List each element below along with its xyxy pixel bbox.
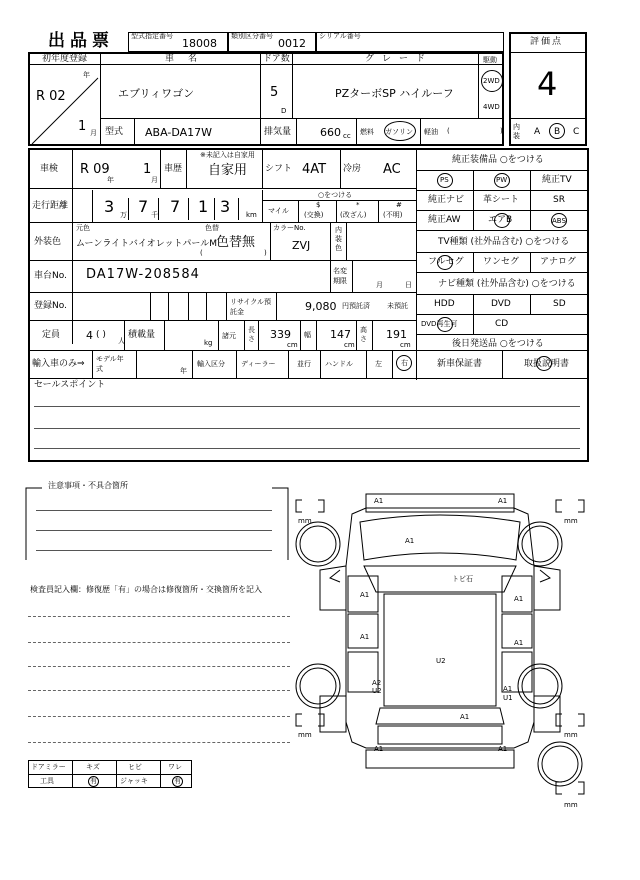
legend-tool: 工具 — [40, 777, 54, 785]
legend-jack-has: 有 — [174, 777, 181, 785]
mileage-digit-3: 7 — [170, 197, 181, 216]
first-reg-year-unit: 年 — [83, 71, 90, 79]
import-label: 輸入車のみ⇒ — [32, 359, 85, 369]
repaint-bracket-open: ( — [200, 249, 203, 257]
mileage-modified-text: (改ざん) — [340, 211, 367, 219]
nav-cd: CD — [495, 319, 509, 329]
handle-label: ハンドル — [325, 360, 353, 368]
tire-unit-rl: mm — [298, 731, 312, 739]
right-label: 右 — [401, 359, 408, 367]
history-label: 車歴 — [164, 164, 183, 174]
mileage-digit-5: 3 — [220, 197, 231, 216]
tire-unit-rr: mm — [564, 731, 578, 739]
mileage-unknown-symbol: # — [396, 201, 402, 209]
ac-value: AC — [383, 162, 401, 177]
model-year-unit: 年 — [180, 367, 187, 375]
mileage-sen-unit: 千 — [151, 211, 158, 219]
grade-value: PZターボSP ハイルーフ — [335, 87, 454, 100]
model-designation-value: 18008 — [182, 37, 217, 50]
length-cm-unit: cm — [287, 341, 298, 349]
legend-tool-has: 有 — [90, 777, 97, 785]
name-change-label: 名変期限 — [333, 267, 347, 285]
interior-grade-c: C — [573, 127, 580, 137]
model-name-value: エブリィワゴン — [118, 87, 195, 100]
page-title: 出品票 — [48, 31, 114, 51]
equip-ps: PS — [440, 176, 449, 184]
parallel-label: 並行 — [297, 360, 311, 368]
registration-label: 登録No. — [34, 301, 67, 311]
mark-roof: U2 — [436, 657, 446, 665]
nav-header: ナビ種類 (社外品含む) ○をつける — [438, 279, 576, 289]
legend-jack: ジャッキ — [120, 777, 148, 785]
mark-rear-door-r: A1 — [514, 639, 524, 647]
repaint-value: 色替無 — [216, 235, 256, 250]
recycle-label: リサイクル預託金 — [230, 298, 272, 316]
type-value: ABA-DA17W — [145, 126, 212, 139]
equip-aw: 純正AW — [428, 215, 461, 225]
height-cm-unit: cm — [400, 341, 411, 349]
repaint-bracket-close: ) — [264, 249, 267, 257]
dim-label: 諸元 — [222, 332, 236, 340]
mark-hood: A1 — [405, 537, 415, 545]
nav-sd: SD — [553, 299, 566, 309]
history-value: 自家用 — [208, 163, 248, 178]
recycle-unit: 円預託済 — [342, 302, 370, 310]
mark-windshield: トビ石 — [452, 575, 473, 583]
mileage-man-unit: 万 — [120, 211, 127, 219]
nav-hdd: HDD — [434, 299, 455, 309]
later-manual: 取扱説明書 — [524, 359, 570, 369]
mark-rear-bumper-l: A1 — [374, 745, 384, 753]
doors-value: 5 — [270, 85, 279, 100]
inspection-month: 1 — [143, 162, 152, 177]
equip-sr: SR — [553, 195, 565, 205]
drive-2wd: 2WD — [483, 77, 500, 85]
equip-abs: ABS — [552, 217, 566, 225]
first-reg-month: 1 — [78, 119, 87, 134]
light-oil-bracket-open: ( — [447, 127, 450, 135]
category-value: 0012 — [278, 37, 306, 50]
sales-point-label: セールスポイント — [34, 380, 106, 390]
first-reg-era: R 02 — [36, 89, 66, 104]
interior-label: 内装 — [513, 123, 520, 140]
tire-unit-fr: mm — [564, 517, 578, 525]
shift-value: 4AT — [302, 162, 327, 177]
ac-label: 冷房 — [343, 164, 362, 174]
inspection-value: R 09 — [80, 162, 110, 177]
original-color-value: ムーンライトバイオレットパールM — [76, 239, 217, 249]
equip-leather: 革シート — [483, 195, 520, 205]
tv-fullseg: フルセグ — [428, 257, 464, 267]
light-oil-bracket-close: ) — [500, 127, 503, 135]
mileage-unknown-text: (不明) — [383, 211, 403, 219]
score-value: 4 — [537, 65, 558, 103]
color-no-label: カラーNo. — [273, 224, 306, 232]
legend-scratch: キズ — [86, 763, 100, 771]
equip-pw: PW — [496, 176, 508, 184]
load-label: 積載量 — [128, 330, 156, 340]
import-type-label: 輸入区分 — [197, 360, 225, 368]
recycle-value: 9,080 — [305, 300, 337, 313]
type-label: 型式 — [105, 127, 124, 137]
shift-label: シフト — [265, 164, 293, 174]
mark-rear-bumper-r: A1 — [498, 745, 508, 753]
drive-4wd: 4WD — [483, 103, 500, 111]
inspection-label: 車検 — [40, 164, 59, 174]
grade-label: グレード — [365, 54, 434, 64]
chassis-value: DA17W-208584 — [86, 267, 200, 282]
mileage-exchange-symbol: $ — [316, 201, 321, 209]
length-value: 339 — [270, 328, 291, 341]
nav-dvd: DVD — [491, 299, 511, 309]
mileage-modified-symbol: * — [356, 201, 360, 209]
original-color-label: 元色 — [76, 224, 90, 232]
capacity-paren: ( ) — [96, 330, 106, 340]
interior-grade-b: B — [554, 127, 561, 137]
mileage-mark-label: ○をつける — [318, 191, 353, 199]
left-label: 左 — [375, 360, 382, 368]
legend-crack: ヒビ — [128, 763, 142, 771]
inspection-month-unit: 月 — [151, 176, 158, 184]
color-no-value: ZVJ — [292, 239, 311, 252]
mark-rear-quarter-l-b: U2 — [372, 687, 382, 695]
mark-rear-door-l: A1 — [360, 633, 370, 641]
equipment-header: 純正装備品 ○をつける — [452, 155, 544, 165]
doors-type: D — [281, 107, 287, 115]
interior-color-label: 内装色 — [335, 226, 342, 252]
width-label: 幅 — [304, 331, 311, 339]
recycle-unpaid: 未預託 — [387, 302, 408, 310]
legend-break: ワレ — [168, 763, 182, 771]
tv-analog: アナログ — [540, 257, 577, 267]
mark-front-bumper-r: A1 — [498, 497, 508, 505]
mileage-digit-2: 7 — [138, 197, 149, 216]
notes-label: 注意事項・不具合箇所 — [48, 481, 128, 490]
mark-rear-gate: A1 — [460, 713, 470, 721]
exterior-label: 外装色 — [34, 237, 62, 247]
serial-label: シリアル番号 — [319, 32, 361, 40]
displacement-label: 排気量 — [264, 127, 292, 137]
repaint-label: 色替 — [205, 224, 219, 232]
mark-front-door-r: A1 — [514, 595, 524, 603]
score-label: 評価点 — [530, 37, 564, 47]
capacity-value: 4 — [86, 329, 93, 342]
history-note: ※未記入は自家用 — [200, 151, 255, 159]
inspection-year-unit: 年 — [107, 176, 114, 184]
mark-rear-quarter-r-b: U1 — [503, 694, 513, 702]
height-label: 高さ — [360, 326, 367, 343]
model-designation-label: 型式指定番号 — [131, 32, 173, 40]
doors-label: ドア数 — [263, 54, 290, 64]
legend-mirror: ドアミラー — [31, 763, 66, 771]
tire-unit-fl: mm — [298, 517, 312, 525]
inspector-label: 検査員記入欄：修復歴「有」の場合は修復箇所・交換箇所を記入 — [30, 585, 262, 594]
mark-rear-quarter-r-a: A1 — [503, 685, 513, 693]
mileage-mile-label: マイル — [268, 207, 289, 215]
fuel-label: 燃料 — [360, 128, 374, 136]
capacity-label: 定員 — [42, 330, 61, 340]
equip-nav: 純正ナビ — [428, 195, 465, 205]
name-change-month-unit: 月 — [376, 281, 383, 289]
length-label: 長さ — [248, 326, 255, 343]
mileage-km-unit: km — [246, 211, 257, 219]
interior-grade-a: A — [534, 127, 541, 137]
mileage-label: 走行距離 — [32, 201, 69, 211]
mark-front-bumper-l: A1 — [374, 497, 384, 505]
equip-airbag: エアB — [488, 215, 513, 225]
drive-label: 駆動 — [483, 56, 497, 64]
model-name-label: 車名 — [165, 54, 212, 64]
width-value: 147 — [330, 328, 351, 341]
capacity-unit: 人 — [118, 337, 125, 345]
height-value: 191 — [386, 328, 407, 341]
first-reg-month-unit: 月 — [90, 129, 97, 137]
name-change-day-unit: 日 — [405, 281, 412, 289]
dealer-label: ディーラー — [241, 360, 276, 368]
mileage-exchange-text: (交換) — [304, 211, 324, 219]
displacement-unit: cc — [343, 132, 351, 140]
mileage-digit-4: 1 — [198, 197, 209, 216]
load-unit: kg — [204, 339, 213, 347]
equip-tv: 純正TV — [542, 175, 572, 185]
chassis-label: 車台No. — [34, 271, 67, 281]
mark-front-door-l: A1 — [360, 591, 370, 599]
displacement-value: 660 — [320, 126, 341, 139]
light-oil-label: 軽油 — [424, 128, 438, 136]
mark-rear-quarter-l-a: A2 — [372, 679, 382, 687]
nav-dvdplay: DVD再生可 — [421, 320, 458, 328]
width-cm-unit: cm — [344, 341, 355, 349]
model-year-label: モデル年式 — [96, 355, 124, 373]
tv-oneseg: ワンセグ — [483, 257, 520, 267]
tv-header: TV種類 (社外品含む) ○をつける — [438, 237, 570, 247]
later-warranty: 新車保証書 — [437, 359, 483, 369]
mileage-digit-1: 3 — [104, 197, 115, 216]
notes-frame — [22, 481, 292, 564]
car-diagram — [290, 486, 590, 816]
fuel-value: ガソリン — [385, 128, 413, 136]
first-reg-label: 初年度登録 — [42, 54, 88, 64]
tire-unit-spare: mm — [564, 801, 578, 809]
later-header: 後日発送品 ○をつける — [452, 339, 544, 349]
category-label: 類別区分番号 — [231, 32, 273, 40]
